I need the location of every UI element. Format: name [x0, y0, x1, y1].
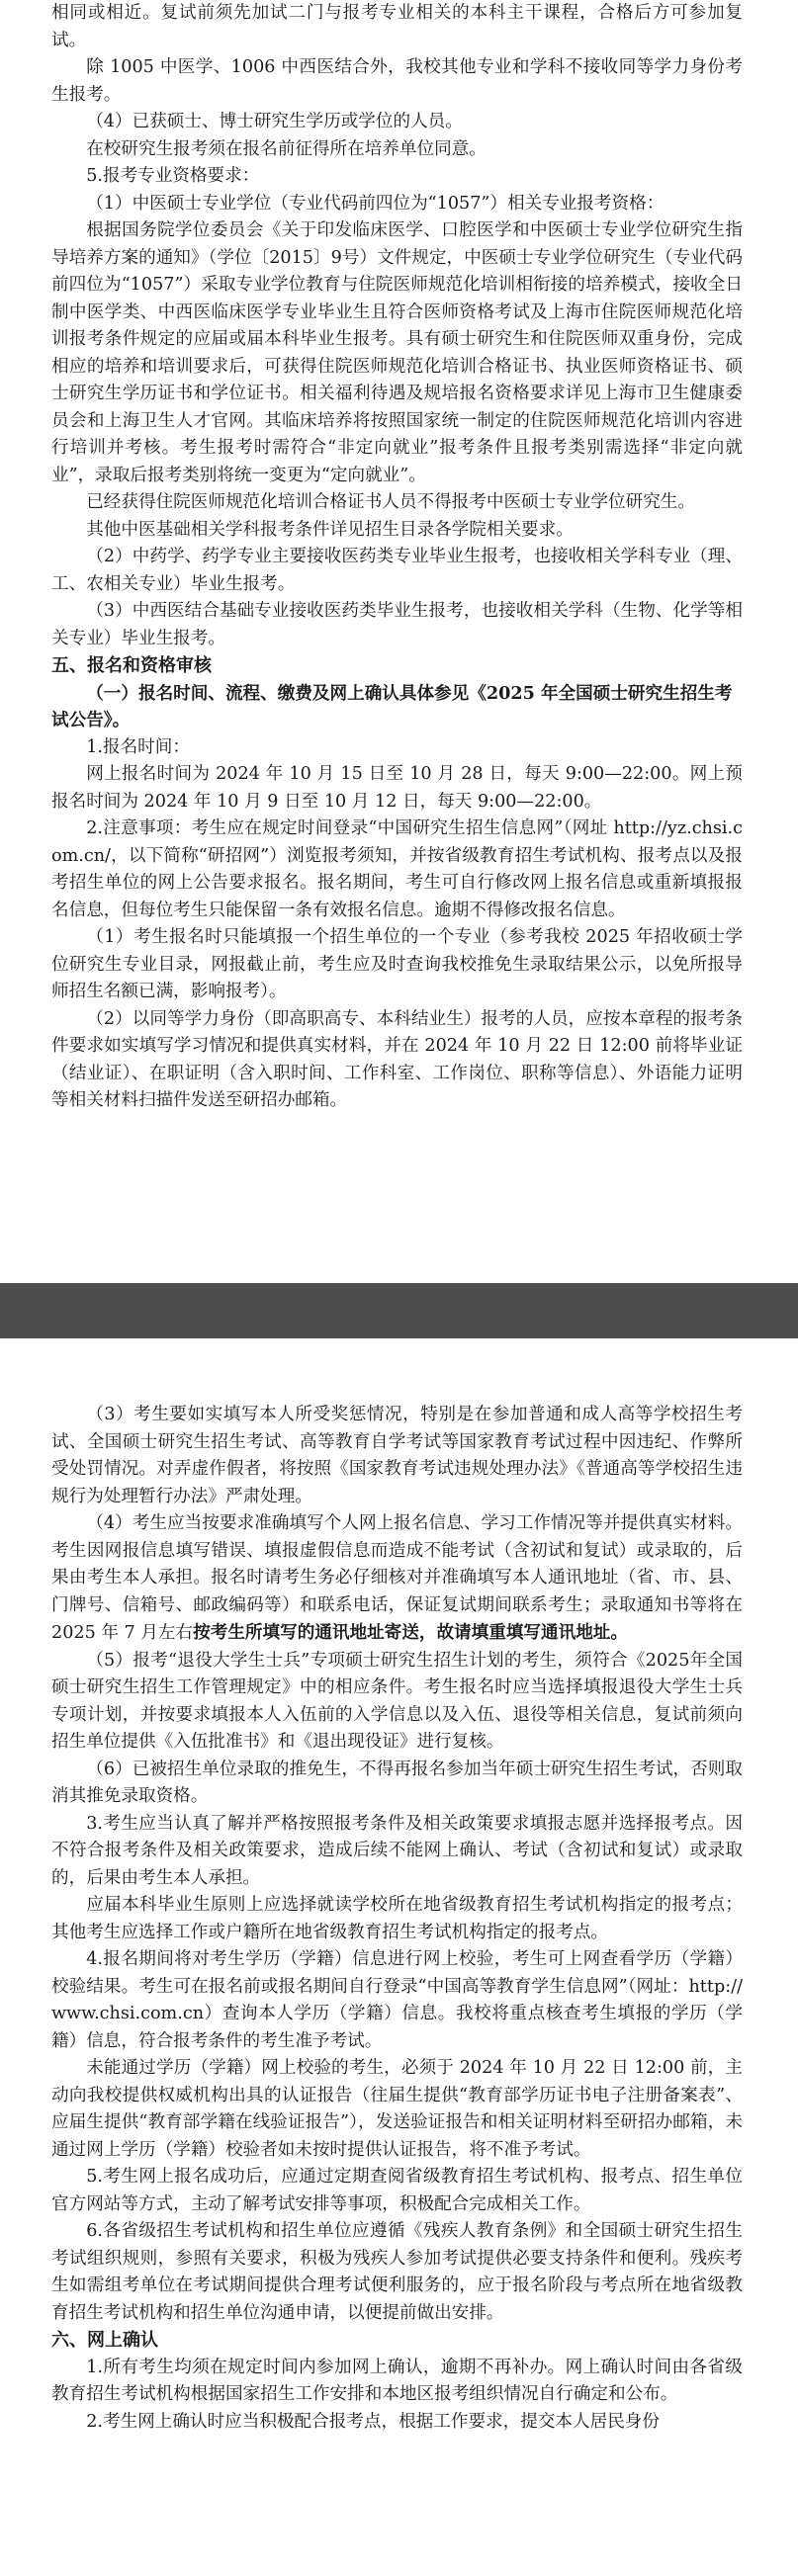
paragraph: 1.所有考生均须在规定时间内参加网上确认，逾期不再补办。网上确认时间由各省级教育招生考试机构根据国家招生工作安排和本地区报考组织情况自行确定和公布。: [51, 2357, 743, 2404]
paragraph: 已经获得住院医师规范化培训合格证书人员不得报考中医硕士专业学位研究生。: [86, 492, 695, 512]
paragraph: 未能通过学历（学籍）网上校验的考生，必须于 2024 年 10 月 22 日 12:00 前，主动向我校提供权威机构出具的认证报告（往届生提供“教育部学历证书电子注册备案表”、应届生提供“教育部学籍在线验证报告”），发送验证报告和相关证明材料至研招办邮箱，未通过网上学历（学籍）校验者如未按时提供认证报告，将不准予考试。: [51, 2058, 743, 2160]
paragraph: （6）已被招生单位录取的推免生，不得再报名参加当年硕士研究生招生考试，否则取消其推免录取资格。: [51, 1759, 743, 1806]
paragraph: （1）考生报名时只能填报一个招生单位的一个专业（参考我校 2025 年招收硕士学位研究生专业目录，网报截止前，考生应及时查询我校推免生录取结果公示，以免所报导师招生名额已满，影响报考）。: [51, 927, 743, 1001]
paragraph: 在校研究生报考须在报名前征得所在培养单位同意。: [86, 138, 487, 159]
paragraph: 6.各省级招生考试机构和招生单位应遵循《残疾人教育条例》和全国硕士研究生招生考试组织规则，参照有关要求，积极为残疾人参加考试提供必要支持条件和便利。残疾考生如需组考单位在考试期间提供合理考试便利服务的，应于报名阶段与考点所在地省级教育招生考试机构和招生单位沟通申请，以便提前做出安排。: [51, 2221, 743, 2323]
page-2-body: [51, 1402, 743, 2327]
paragraph: （4）考生应当按要求准确填写个人网上报名信息、学习工作情况等并提供真实材料。考生因网报信息填写错误、填报虚假信息而造成不能考试（含初试和复试）或录取的，后果由考生本人承担。报名时请考生务必仔细核对并准确填写本人通讯地址（省、市、县、门牌号、信箱号、邮政编码等）和联系电话，保证复试期间联系考生；录取通知书等将在 2025 年 7 月左右按考生所填写的通讯地址寄送，故请填重填写通讯地址。: [51, 1513, 743, 1643]
paragraph: 应届本科毕业生原则上应选择就读学校所在地省级教育招生考试机构指定的报考点；其他考生应选择工作或户籍所在地省级教育招生考试机构指定的报考点。: [51, 1895, 743, 1942]
section-5-subtitle: （一）报名时间、流程、缴费及网上确认具体参见《2025 年全国硕士研究生招生考试公告》。: [51, 682, 733, 730]
paragraph: （4）已获硕士、博士研究生学历或学位的人员。: [86, 112, 463, 131]
section-6-title: 六、网上确认: [51, 2330, 158, 2351]
paragraph: 除 1005 中医学、1006 中西医结合外，我校其他专业和学科不接收同等学力身份考生报考。: [51, 57, 743, 105]
page-1-body: [51, 0, 743, 652]
page-1-body-2: [51, 734, 743, 1115]
paragraph: 3.考生应当认真了解并严格按照报考条件及相关政策要求填报志愿并选择报考点。因不符合报考条件及相关政策要求，造成后续不能网上确认、考试（含初试和复试）或录取的，后果由考生本人承担。: [51, 1813, 743, 1888]
paragraph: （2）以同等学力身份（即高职高专、本科结业生）报考的人员，应按本章程的报考条件要求如实填写学习情况和提供真实材料，并在 2024 年 10 月 22 日 12:00 前将毕业证（结业证）、在职证明（含入职时间、工作科室、工作岗位、职称等信息）、外语能力证明等相关材料扫描件发送至研招办邮箱。: [51, 1008, 743, 1110]
paragraph: 相同或相近。复试前须先加试二门与报考专业相关的本科主干课程，合格后方可参加复试。: [51, 3, 743, 50]
paragraph: （3）中西医结合基础专业接收医药类毕业生报考，也接收相关学科（生物、化学等相关专业）毕业生报考。: [51, 601, 743, 648]
section-5-title: 五、报名和资格审核: [51, 655, 212, 676]
document-page-1: [0, 0, 798, 1283]
paragraph: 2.考生网上确认时应当积极配合报考点，根据工作要求，提交本人居民身份: [86, 2411, 660, 2432]
page-2-body-2: [51, 2355, 743, 2437]
paragraph: （2）中药学、药学专业主要接收医药类专业毕业生报考，也接收相关学科专业（理、工、农相关专业）毕业生报考。: [51, 547, 743, 594]
paragraph: 1.报名时间：: [86, 736, 190, 757]
paragraph: 2.注意事项：考生应在规定时间登录“中国研究生招生信息网”（网址 http://yz.chsi.com.cn/，以下简称“研招网”）浏览报考须知，并按省级教育招生考试机构、报考点以及报考招生单位的网上公告要求报名。报名期间，考生可自行修改网上报名信息或重新填报报名信息，但每位考生只能保留一条有效报名信息。逾期不得修改报名信息。: [51, 818, 743, 920]
paragraph: （1）中医硕士专业学位（专业代码前四位为“1057”）相关专业报考资格：: [86, 193, 665, 214]
paragraph: 5.报考专业资格要求：: [86, 166, 260, 186]
paragraph: 4.报名期间将对考生学历（学籍）信息进行网上校验，考生可上网查看学历（学籍）校验结果。考生可在报名前或报名期间自行登录“中国高等教育学生信息网”（网址：http://www.chsi.com.cn）查询本人学历（学籍）信息。我校将重点核查考生填报的学历（学籍）信息，符合报考条件的考生准予考试。: [51, 1949, 743, 2051]
page-separator: [0, 1283, 798, 1338]
document-page-2: [0, 1338, 798, 2576]
paragraph: 根据国务院学位委员会《关于印发临床医学、口腔医学和中医硕士专业学位研究生指导培养方案的通知》（学位〔2015〕9号）文件规定，中医硕士专业学位研究生（专业代码前四位为“1057”）采取专业学位教育与住院医师规范化培训相衔接的培养模式，接收全日制中医学类、中西医临床医学专业毕业生且符合医师资格考试及上海市住院医师规范化培训报考条件规定的应届或届本科毕业生报考。具有硕士研究生和住院医师双重身份，完成相应的培养和培训要求后，可获得住院医师规范化培训合格证书、执业医师资格证书、硕士研究生学历证书和学位证书。相关福利待遇及规培报名资格要求详见上海市卫生健康委员会和上海卫生人才官网。其临床培养将按照国家统一制定的住院医师规范化培训内容进行培训并考核。考生报考时需符合“非定向就业”报考条件且报考类别需选择“非定向就业”，录取后报考类别将统一变更为“定向就业”。: [51, 220, 743, 485]
paragraph: （3）考生要如实填写本人所受奖惩情况，特别是在参加普通和成人高等学校招生考试、全国硕士研究生招生考试、高等教育自学考试等国家教育考试过程中因违纪、作弊所受处罚情况。对弄虚作假者，将按照《国家教育考试违规处理办法》《普通高等学校招生违规行为处理暂行办法》严肃处理。: [51, 1405, 743, 1506]
paragraph: 网上报名时间为 2024 年 10 月 15 日至 10 月 28 日，每天 9:00—22:00。网上预报名时间为 2024 年 10 月 9 日至 10 月 12 日，每天 9:00—22:00。: [51, 764, 743, 812]
paragraph: （5）报考“退役大学生士兵”专项硕士研究生招生计划的考生，须符合《2025年全国硕士研究生招生工作管理规定》中的相应条件。考生报名时应当选择填报退役大学生士兵专项计划，并按要求填报本人入伍前的入学信息以及入伍、退役等相关信息，复试前须向招生单位提供《入伍批准书》和《退出现役证》进行复核。: [51, 1650, 743, 1752]
paragraph: 5.考生网上报名成功后，应通过定期查阅省级教育招生考试机构、报考点、招生单位官方网站等方式，主动了解考试安排等事项，积极配合完成相关工作。: [51, 2167, 743, 2214]
paragraph: 其他中医基础相关学科报考条件详见招生目录各学院相关要求。: [86, 519, 574, 540]
